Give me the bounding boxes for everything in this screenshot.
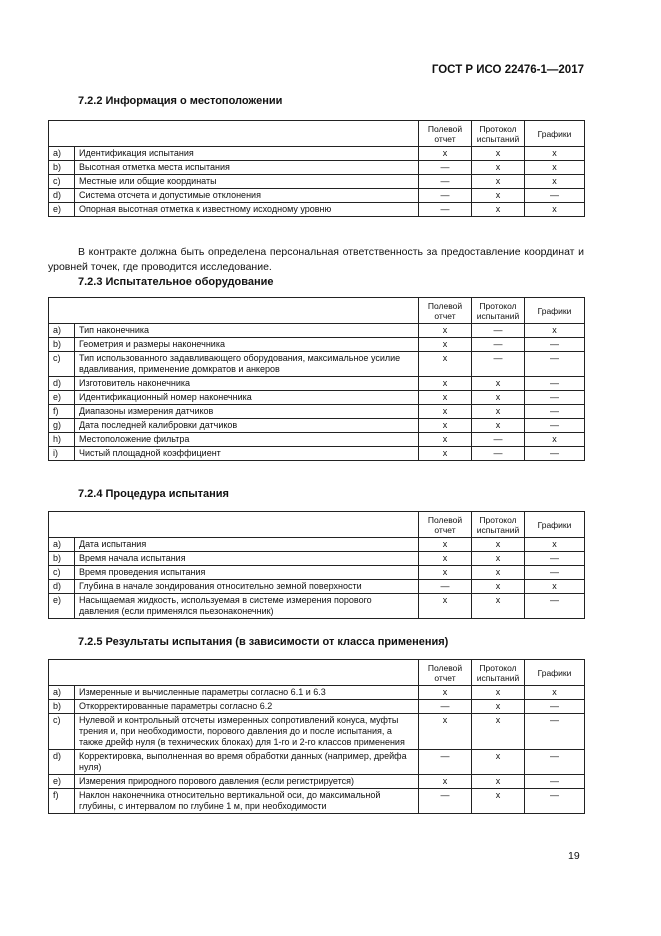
table-row [49,377,585,391]
test-protocol-mark: x [472,580,525,594]
graphs-mark: — [525,552,585,566]
graphs-mark: x [525,324,585,338]
table-row [49,447,585,461]
row-description: Диапазоны измерения датчиков [75,405,419,419]
row-description: Идентификационный номер наконечника [75,391,419,405]
graphs-mark: x [525,538,585,552]
row-letter: d) [49,377,75,391]
table-row [49,594,585,619]
header-blank [49,298,419,324]
header-graphs: Графики [525,512,585,538]
row-description: Чистый площадной коэффициент [75,447,419,461]
row-letter: c) [49,566,75,580]
row-description: Тип наконечника [75,324,419,338]
table-row [49,580,585,594]
row-letter: a) [49,147,75,161]
row-description: Нулевой и контрольный отсчеты измеренных сопротивлений конуса, муфты трения и, при необходимости, порового давления до и после испытания, а также дрейф нуля (в технических блоках) для 1-го и 2-го классов применения [75,714,419,750]
row-description: Дата последней калибровки датчиков [75,419,419,433]
row-description: Местоположение фильтра [75,433,419,447]
page-number: 19 [568,850,580,862]
table-header-row [49,121,585,147]
table-row [49,566,585,580]
header-blank [49,660,419,686]
field-report-mark: x [419,419,472,433]
graphs-mark: x [525,175,585,189]
row-letter: b) [49,338,75,352]
test-protocol-mark: — [472,324,525,338]
row-description: Насыщаемая жидкость, используемая в системе измерения порового давления (если применялся пьезонаконечник) [75,594,419,619]
graphs-mark: x [525,686,585,700]
section-title-7-2-3: 7.2.3 Испытательное оборудование [78,276,274,288]
test-procedure-table [48,511,585,619]
row-letter: b) [49,700,75,714]
test-protocol-mark: — [472,352,525,377]
test-protocol-mark: x [472,189,525,203]
row-description: Глубина в начале зондирования относительно земной поверхности [75,580,419,594]
row-description: Наклон наконечника относительно вертикальной оси, до максимальной глубины, с интервалом по глубине 1 м, при необходимости [75,789,419,814]
header-field-report: Полевой отчет [419,512,472,538]
row-description: Опорная высотная отметка к известному исходному уровню [75,203,419,217]
row-description: Геометрия и размеры наконечника [75,338,419,352]
table-row [49,405,585,419]
row-description: Тип использованного задавливающего оборудования, максимальное усилие вдавливания, применение домкратов и анкеров [75,352,419,377]
test-protocol-mark: x [472,566,525,580]
row-letter: e) [49,203,75,217]
row-letter: a) [49,324,75,338]
test-protocol-mark: x [472,775,525,789]
header-test-protocol: Протокол испытаний [472,121,525,147]
test-protocol-mark: x [472,714,525,750]
field-report-mark: — [419,189,472,203]
header-test-protocol: Протокол испытаний [472,660,525,686]
location-info-table [48,120,585,217]
field-report-mark: x [419,447,472,461]
header-test-protocol: Протокол испытаний [472,512,525,538]
graphs-mark: — [525,700,585,714]
section-title-7-2-2: 7.2.2 Информация о местоположении [78,95,283,107]
row-description: Измерения природного порового давления (если регистрируется) [75,775,419,789]
row-description: Местные или общие координаты [75,175,419,189]
row-letter: i) [49,447,75,461]
row-letter: c) [49,714,75,750]
graphs-mark: — [525,566,585,580]
field-report-mark: x [419,594,472,619]
row-description: Высотная отметка места испытания [75,161,419,175]
table-header-row [49,512,585,538]
graphs-mark: — [525,594,585,619]
field-report-mark: x [419,775,472,789]
graphs-mark: — [525,391,585,405]
field-report-mark: x [419,405,472,419]
field-report-mark: x [419,566,472,580]
row-letter: f) [49,789,75,814]
row-letter: c) [49,352,75,377]
table-row [49,391,585,405]
test-protocol-mark: x [472,700,525,714]
test-equipment-table [48,297,585,461]
field-report-mark: x [419,686,472,700]
graphs-mark: — [525,447,585,461]
row-letter: d) [49,750,75,775]
graphs-mark: — [525,775,585,789]
row-description: Время начала испытания [75,552,419,566]
field-report-mark: — [419,203,472,217]
row-description: Изготовитель наконечника [75,377,419,391]
row-letter: e) [49,391,75,405]
test-protocol-mark: x [472,203,525,217]
row-description: Дата испытания [75,538,419,552]
test-protocol-mark: x [472,175,525,189]
graphs-mark: — [525,419,585,433]
table-row [49,338,585,352]
test-protocol-mark: x [472,594,525,619]
row-letter: e) [49,775,75,789]
header-graphs: Графики [525,121,585,147]
section-title-7-2-5: 7.2.5 Результаты испытания (в зависимости от класса применения) [78,636,449,648]
field-report-mark: — [419,789,472,814]
row-description: Время проведения испытания [75,566,419,580]
graphs-mark: — [525,377,585,391]
row-description: Измеренные и вычисленные параметры согласно 6.1 и 6.3 [75,686,419,700]
graphs-mark: x [525,580,585,594]
field-report-mark: x [419,552,472,566]
table-row [49,161,585,175]
test-protocol-mark: — [472,433,525,447]
test-protocol-mark: x [472,161,525,175]
graphs-mark: — [525,352,585,377]
table-row [49,750,585,775]
test-protocol-mark: x [472,405,525,419]
test-protocol-mark: x [472,147,525,161]
row-letter: d) [49,580,75,594]
field-report-mark: — [419,580,472,594]
field-report-mark: x [419,352,472,377]
graphs-mark: — [525,789,585,814]
section-title-7-2-4: 7.2.4 Процедура испытания [78,488,229,500]
test-protocol-mark: x [472,552,525,566]
table-row [49,538,585,552]
field-report-mark: x [419,538,472,552]
graphs-mark: x [525,433,585,447]
row-letter: b) [49,552,75,566]
row-letter: a) [49,686,75,700]
test-protocol-mark: x [472,686,525,700]
table-row [49,147,585,161]
graphs-mark: — [525,338,585,352]
row-letter: e) [49,594,75,619]
table-row [49,175,585,189]
row-letter: b) [49,161,75,175]
header-field-report: Полевой отчет [419,121,472,147]
table-row [49,324,585,338]
row-description: Идентификация испытания [75,147,419,161]
field-report-mark: — [419,700,472,714]
graphs-mark: x [525,203,585,217]
header-graphs: Графики [525,660,585,686]
field-report-mark: x [419,377,472,391]
graphs-mark: x [525,147,585,161]
field-report-mark: — [419,175,472,189]
row-letter: g) [49,419,75,433]
test-protocol-mark: x [472,789,525,814]
field-report-mark: — [419,750,472,775]
table-row [49,700,585,714]
row-description: Откорректированные параметры согласно 6.2 [75,700,419,714]
field-report-mark: x [419,714,472,750]
table-row [49,419,585,433]
field-report-mark: x [419,391,472,405]
table-row [49,775,585,789]
field-report-mark: x [419,338,472,352]
table-row [49,433,585,447]
test-protocol-mark: x [472,377,525,391]
row-letter: c) [49,175,75,189]
test-protocol-mark: — [472,338,525,352]
row-letter: h) [49,433,75,447]
table-row [49,714,585,750]
table-header-row [49,660,585,686]
test-protocol-mark: x [472,391,525,405]
test-protocol-mark: x [472,538,525,552]
header-graphs: Графики [525,298,585,324]
field-report-mark: — [419,161,472,175]
header-field-report: Полевой отчет [419,660,472,686]
graphs-mark: — [525,714,585,750]
table-row [49,189,585,203]
field-report-mark: x [419,324,472,338]
graphs-mark: — [525,750,585,775]
table-row [49,352,585,377]
table-header-row [49,298,585,324]
table-row [49,686,585,700]
row-letter: d) [49,189,75,203]
test-protocol-mark: — [472,447,525,461]
field-report-mark: x [419,433,472,447]
field-report-mark: x [419,147,472,161]
table-row [49,203,585,217]
table-row [49,789,585,814]
header-blank [49,121,419,147]
table-row [49,552,585,566]
test-protocol-mark: x [472,750,525,775]
row-description: Корректировка, выполненная во время обработки данных (например, дрейфа нуля) [75,750,419,775]
header-test-protocol: Протокол испытаний [472,298,525,324]
contract-paragraph: В контракте должна быть определена персональная ответственность за предоставление координат и уровней точек, где проводится исследование. [48,246,584,273]
header-field-report: Полевой отчет [419,298,472,324]
header-blank [49,512,419,538]
graphs-mark: — [525,189,585,203]
row-description: Система отсчета и допустимые отклонения [75,189,419,203]
graphs-mark: — [525,405,585,419]
test-results-table [48,659,585,814]
test-protocol-mark: x [472,419,525,433]
row-letter: a) [49,538,75,552]
graphs-mark: x [525,161,585,175]
page-header: ГОСТ Р ИСО 22476-1—2017 [431,64,584,76]
row-letter: f) [49,405,75,419]
